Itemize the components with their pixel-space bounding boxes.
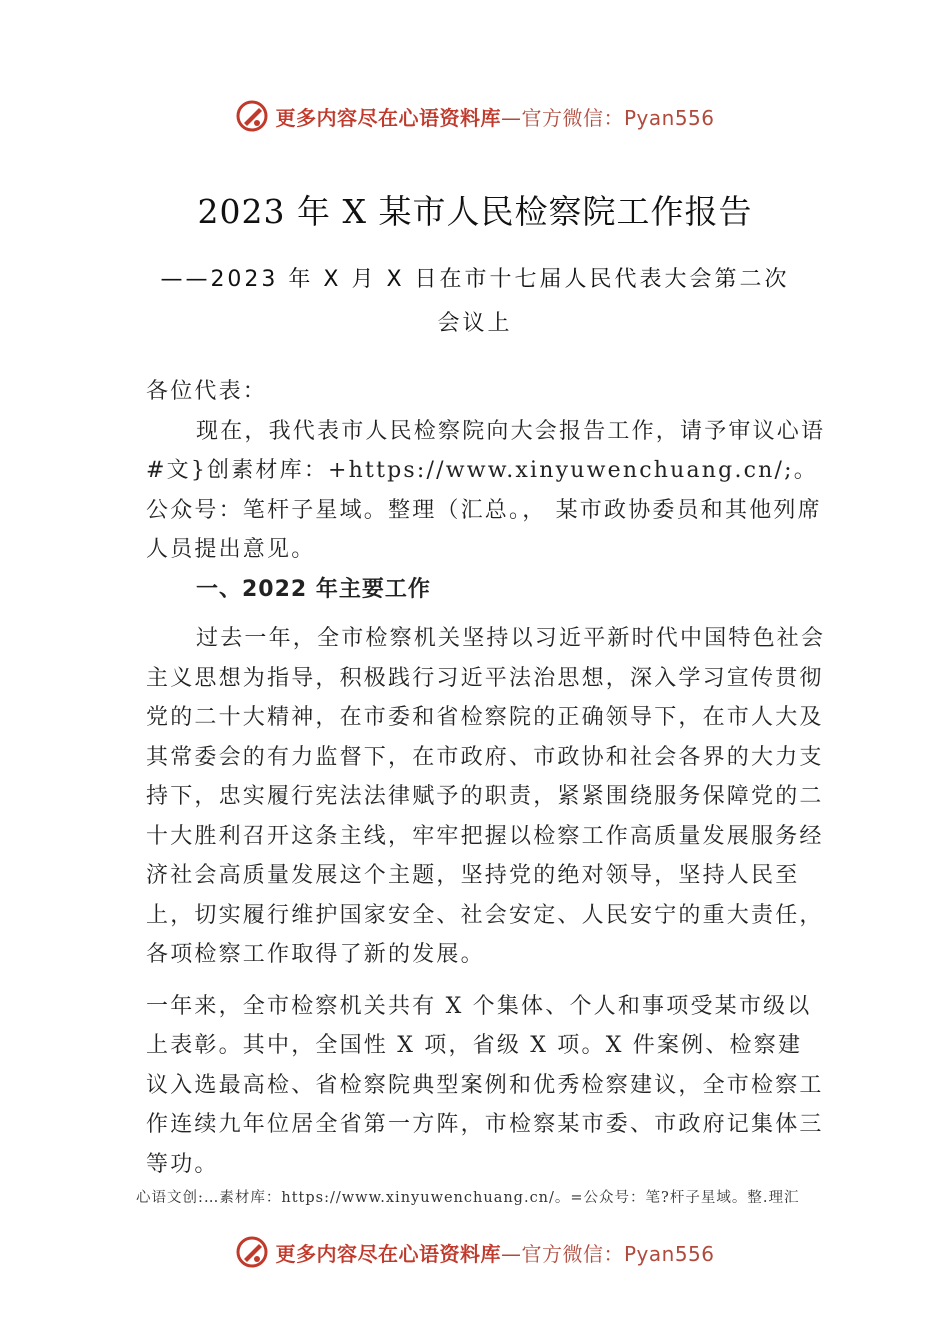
document-title: 2023 年 X 某市人民检察院工作报告 (197, 192, 753, 231)
header-banner (0, 96, 950, 136)
subtitle-line-2: 会议上 (437, 311, 513, 336)
document-body (146, 372, 826, 1184)
subtitle-line-1: ——2023 年 X 月 X 日在市十七届人民代表大会第二次 (160, 267, 790, 292)
brand-logo-icon (235, 99, 269, 133)
banner-text: 更多内容尽在心语资料库—官方微信：Pyan556 (275, 105, 715, 130)
footer-note: 心语文创:…素材库：https://www.xinyuwenchuang.cn/。=公众号：笔?杆子星域。整.理汇 (136, 1190, 800, 1206)
banner-text: 更多内容尽在心语资料库—官方微信：Pyan556 (275, 1241, 715, 1266)
document-subtitle (130, 258, 820, 346)
paragraph-1: 过去一年，全市检察机关坚持以习近平新时代中国特色社会主义思想为指导，积极践行习近平法治思想，深入学习宣传贯彻党的二十大精神，在市委和省检察院的正确领导下，在市人大及其常委会的有力监督下，在市政府、市政协和社会各界的大力支持下，忠实履行宪法法律赋予的职责，紧紧围绕服务保障党的二十大胜利召开这条主线，牢牢把握以检察工作高质量发展服务经济社会高质量发展这个主题，坚持党的绝对领导，坚持人民至上，切实履行维护国家安全、社会安定、人民安宁的重大责任，各项检察工作取得了新的发展。 (146, 626, 826, 967)
salutation: 各位代表： (146, 379, 268, 404)
section-heading: 一、2022 年主要工作 (196, 576, 431, 602)
paragraph-2: 一年来，全市检察机关共有 X 个集体、个人和事项受某市级以上表彰。其中，全国性 X 项，省级 X 项。X 件案例、检察建议入选最高检、省检察院典型案例和优秀检察建议，全市检察工作连续九年位居全省第一方阵，市检察某市委、市政府记集体三等功。 (146, 993, 824, 1177)
brand-logo-icon (235, 1235, 269, 1269)
footer-banner (0, 1232, 950, 1272)
intro-paragraph: 现在，我代表市人民检察院向大会报告工作，请予审议心语#文}创素材库：+https://www.xinyuwenchuang.cn/;。公众号：笔杆子星域。整理（汇总。， 某市政协委员和其他列席人员提出意见。 (146, 418, 826, 562)
